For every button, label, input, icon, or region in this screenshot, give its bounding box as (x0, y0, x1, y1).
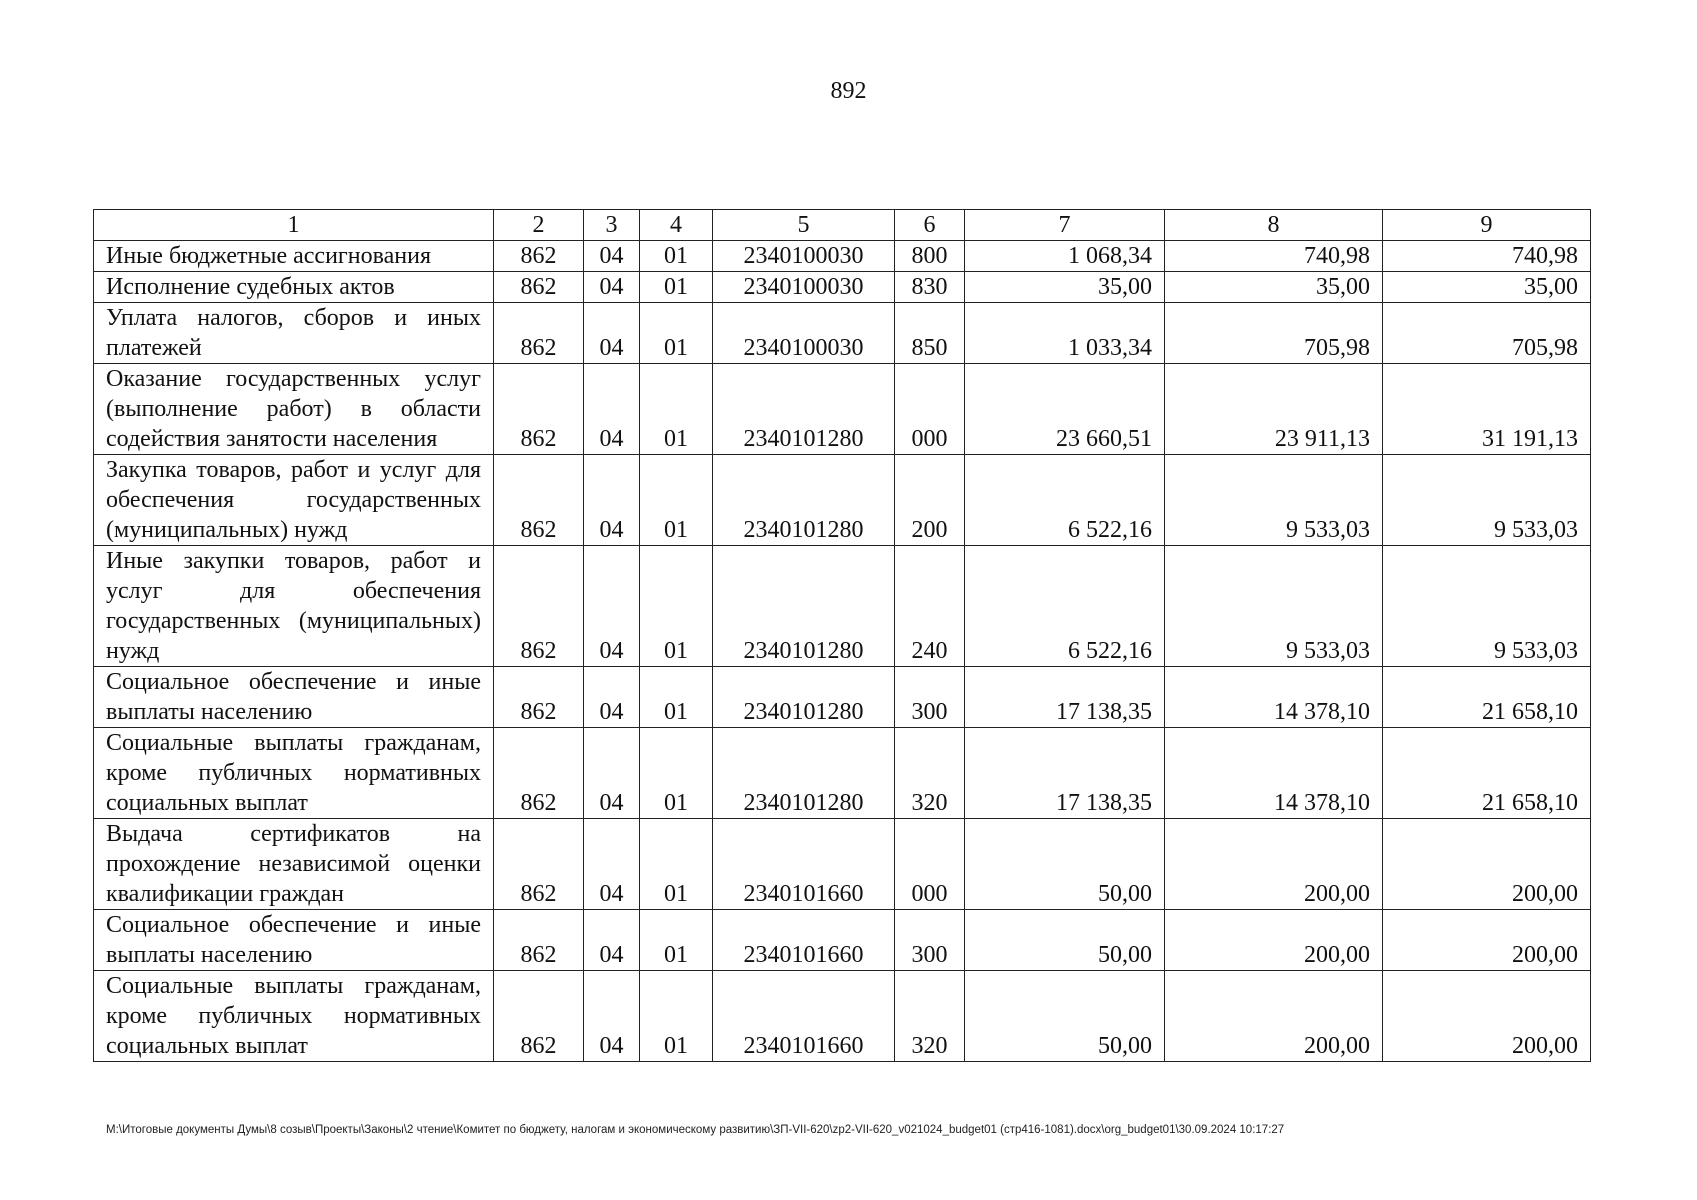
cell-c7: 17 138,35 (965, 667, 1165, 728)
cell-c7: 1 068,34 (965, 241, 1165, 272)
cell-c4: 01 (640, 303, 713, 364)
cell-c2: 862 (494, 272, 584, 303)
cell-c4: 01 (640, 272, 713, 303)
cell-c2: 862 (494, 303, 584, 364)
cell-c3: 04 (584, 819, 640, 910)
cell-c4: 01 (640, 728, 713, 819)
cell-c4: 01 (640, 455, 713, 546)
cell-c6: 000 (895, 364, 965, 455)
cell-c7: 23 660,51 (965, 364, 1165, 455)
table-row (94, 303, 1591, 364)
page-number: 892 (830, 78, 867, 104)
row-name: Социальное обеспечение и иные выплаты населению (94, 667, 494, 728)
cell-c6: 300 (895, 667, 965, 728)
cell-c4: 01 (640, 241, 713, 272)
cell-c5: 2340101280 (713, 728, 895, 819)
cell-c2: 862 (494, 546, 584, 667)
table-row (94, 971, 1591, 1062)
column-header: 4 (640, 210, 713, 241)
column-header: 5 (713, 210, 895, 241)
column-header: 1 (94, 210, 494, 241)
cell-c9: 9 533,03 (1383, 546, 1591, 667)
cell-c7: 50,00 (965, 910, 1165, 971)
cell-c8: 23 911,13 (1165, 364, 1383, 455)
cell-c5: 2340101280 (713, 667, 895, 728)
table-row (94, 455, 1591, 546)
row-name: Социальные выплаты гражданам, кроме публичных нормативных социальных выплат (94, 971, 494, 1062)
cell-c5: 2340100030 (713, 272, 895, 303)
cell-c8: 200,00 (1165, 819, 1383, 910)
cell-c8: 200,00 (1165, 910, 1383, 971)
cell-c7: 50,00 (965, 971, 1165, 1062)
cell-c9: 200,00 (1383, 971, 1591, 1062)
cell-c2: 862 (494, 910, 584, 971)
cell-c5: 2340101660 (713, 819, 895, 910)
table-row (94, 819, 1591, 910)
cell-c6: 200 (895, 455, 965, 546)
cell-c3: 04 (584, 546, 640, 667)
cell-c9: 31 191,13 (1383, 364, 1591, 455)
cell-c8: 9 533,03 (1165, 455, 1383, 546)
table-row (94, 546, 1591, 667)
cell-c4: 01 (640, 546, 713, 667)
cell-c5: 2340100030 (713, 303, 895, 364)
cell-c3: 04 (584, 971, 640, 1062)
cell-c7: 17 138,35 (965, 728, 1165, 819)
cell-c4: 01 (640, 667, 713, 728)
row-name: Оказание государственных услуг (выполнение работ) в области содействия занятости населения (94, 364, 494, 455)
table-row (94, 910, 1591, 971)
cell-c9: 200,00 (1383, 910, 1591, 971)
cell-c3: 04 (584, 667, 640, 728)
cell-c7: 6 522,16 (965, 455, 1165, 546)
column-header: 9 (1383, 210, 1591, 241)
cell-c6: 320 (895, 971, 965, 1062)
row-name: Уплата налогов, сборов и иных платежей (94, 303, 494, 364)
cell-c9: 740,98 (1383, 241, 1591, 272)
cell-c9: 21 658,10 (1383, 728, 1591, 819)
cell-c4: 01 (640, 819, 713, 910)
cell-c3: 04 (584, 272, 640, 303)
cell-c3: 04 (584, 910, 640, 971)
cell-c2: 862 (494, 728, 584, 819)
cell-c2: 862 (494, 819, 584, 910)
cell-c3: 04 (584, 303, 640, 364)
cell-c2: 862 (494, 971, 584, 1062)
cell-c5: 2340100030 (713, 241, 895, 272)
cell-c8: 14 378,10 (1165, 728, 1383, 819)
cell-c2: 862 (494, 667, 584, 728)
cell-c3: 04 (584, 364, 640, 455)
table-row (94, 272, 1591, 303)
cell-c3: 04 (584, 241, 640, 272)
cell-c8: 35,00 (1165, 272, 1383, 303)
cell-c7: 35,00 (965, 272, 1165, 303)
cell-c6: 000 (895, 819, 965, 910)
cell-c6: 240 (895, 546, 965, 667)
cell-c6: 320 (895, 728, 965, 819)
table-row (94, 241, 1591, 272)
cell-c2: 862 (494, 364, 584, 455)
cell-c9: 9 533,03 (1383, 455, 1591, 546)
column-header: 7 (965, 210, 1165, 241)
footer-file-path: M:\Итоговые документы Думы\8 созыв\Проекты\Законы\2 чтение\Комитет по бюджету, налогам и экономическому развитию\ЗП-VII-620\zp2-VII-620_v021024_budget01 (стр416-1081).docx\org_budget01\30.09.2024 10:17:27 (106, 1124, 1285, 1136)
cell-c9: 21 658,10 (1383, 667, 1591, 728)
table-row (94, 667, 1591, 728)
row-name: Исполнение судебных актов (94, 272, 494, 303)
cell-c9: 200,00 (1383, 819, 1591, 910)
cell-c7: 1 033,34 (965, 303, 1165, 364)
column-header: 3 (584, 210, 640, 241)
budget-table (93, 209, 1591, 1062)
cell-c6: 830 (895, 272, 965, 303)
cell-c3: 04 (584, 455, 640, 546)
cell-c2: 862 (494, 455, 584, 546)
cell-c6: 850 (895, 303, 965, 364)
cell-c9: 35,00 (1383, 272, 1591, 303)
row-name: Социальные выплаты гражданам, кроме публичных нормативных социальных выплат (94, 728, 494, 819)
table-row (94, 364, 1591, 455)
cell-c8: 740,98 (1165, 241, 1383, 272)
column-header: 8 (1165, 210, 1383, 241)
cell-c8: 705,98 (1165, 303, 1383, 364)
cell-c7: 6 522,16 (965, 546, 1165, 667)
cell-c5: 2340101660 (713, 910, 895, 971)
cell-c5: 2340101280 (713, 364, 895, 455)
cell-c4: 01 (640, 364, 713, 455)
row-name: Закупка товаров, работ и услуг для обеспечения государственных (муниципальных) нужд (94, 455, 494, 546)
cell-c8: 200,00 (1165, 971, 1383, 1062)
cell-c5: 2340101280 (713, 546, 895, 667)
cell-c9: 705,98 (1383, 303, 1591, 364)
row-name: Иные закупки товаров, работ и услуг для обеспечения государственных (муниципальных) нужд (94, 546, 494, 667)
cell-c6: 300 (895, 910, 965, 971)
row-name: Иные бюджетные ассигнования (94, 241, 494, 272)
cell-c4: 01 (640, 971, 713, 1062)
row-name: Выдача сертификатов на прохождение независимой оценки квалификации граждан (94, 819, 494, 910)
column-header: 6 (895, 210, 965, 241)
table-row (94, 728, 1591, 819)
column-header: 2 (494, 210, 584, 241)
cell-c3: 04 (584, 728, 640, 819)
cell-c8: 14 378,10 (1165, 667, 1383, 728)
row-name: Социальное обеспечение и иные выплаты населению (94, 910, 494, 971)
cell-c8: 9 533,03 (1165, 546, 1383, 667)
cell-c4: 01 (640, 910, 713, 971)
cell-c5: 2340101280 (713, 455, 895, 546)
table-header-row (94, 210, 1591, 241)
cell-c2: 862 (494, 241, 584, 272)
cell-c5: 2340101660 (713, 971, 895, 1062)
cell-c6: 800 (895, 241, 965, 272)
cell-c7: 50,00 (965, 819, 1165, 910)
